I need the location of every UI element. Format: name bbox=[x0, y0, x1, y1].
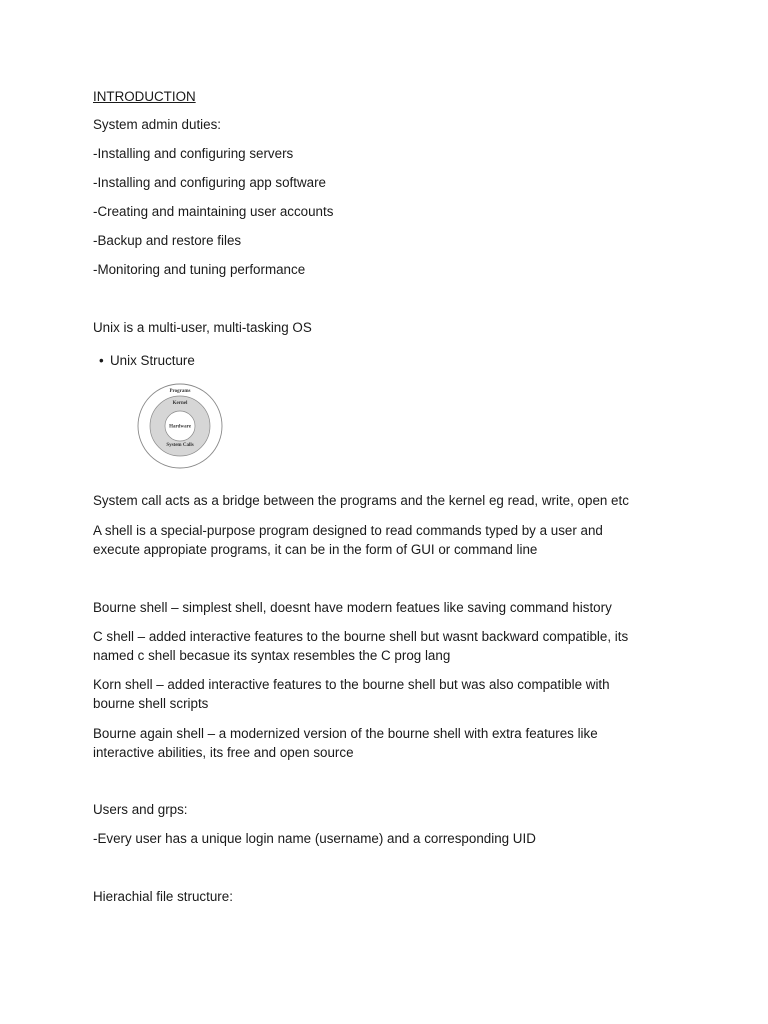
unix-description: Unix is a multi-user, multi-tasking OS bbox=[93, 320, 312, 335]
label-system-calls: System Calls bbox=[166, 443, 194, 448]
korn-shell-line: Korn shell – added interactive features to the bourne shell but was also compatible with bbox=[93, 677, 610, 692]
bourne-shell-text: Bourne shell – simplest shell, doesnt have modern featues like saving command history bbox=[93, 600, 612, 615]
section-heading: INTRODUCTION bbox=[93, 89, 196, 104]
bash-shell-line: Bourne again shell – a modernized version of the bourne shell with extra features like bbox=[93, 726, 598, 741]
label-programs: Programs bbox=[169, 389, 191, 394]
shell-text-line: A shell is a special-purpose program designed to read commands typed by a user and bbox=[93, 523, 603, 538]
korn-shell-line: bourne shell scripts bbox=[93, 696, 209, 711]
unix-structure-diagram bbox=[136, 382, 224, 470]
duty-item: -Installing and configuring app software bbox=[93, 175, 326, 190]
label-kernel: Kernel bbox=[172, 401, 188, 406]
duty-item: -Installing and configuring servers bbox=[93, 146, 294, 161]
duties-title: System admin duties: bbox=[93, 117, 222, 132]
bash-shell-line: interactive abilities, its free and open source bbox=[93, 745, 354, 760]
duty-item: -Backup and restore files bbox=[93, 233, 242, 248]
shell-text-line: execute appropiate programs, it can be in the form of GUI or command line bbox=[93, 542, 538, 557]
bullet-icon: • bbox=[99, 353, 104, 368]
system-call-text: System call acts as a bridge between the programs and the kernel eg read, write, open etc bbox=[93, 493, 629, 508]
duty-item: -Creating and maintaining user accounts bbox=[93, 204, 334, 219]
bullet-text: Unix Structure bbox=[110, 353, 195, 368]
bullet-item-unix-structure bbox=[99, 351, 195, 370]
c-shell-line: named c shell becasue its syntax resembles the C prog lang bbox=[93, 648, 451, 663]
users-text: -Every user has a unique login name (username) and a corresponding UID bbox=[93, 831, 536, 846]
c-shell-line: C shell – added interactive features to the bourne shell but wasnt backward compatible, its bbox=[93, 629, 629, 644]
file-structure-title: Hierachial file structure: bbox=[93, 889, 233, 904]
users-title: Users and grps: bbox=[93, 802, 188, 817]
label-hardware: Hardware bbox=[169, 424, 191, 430]
duty-item: -Monitoring and tuning performance bbox=[93, 262, 306, 277]
